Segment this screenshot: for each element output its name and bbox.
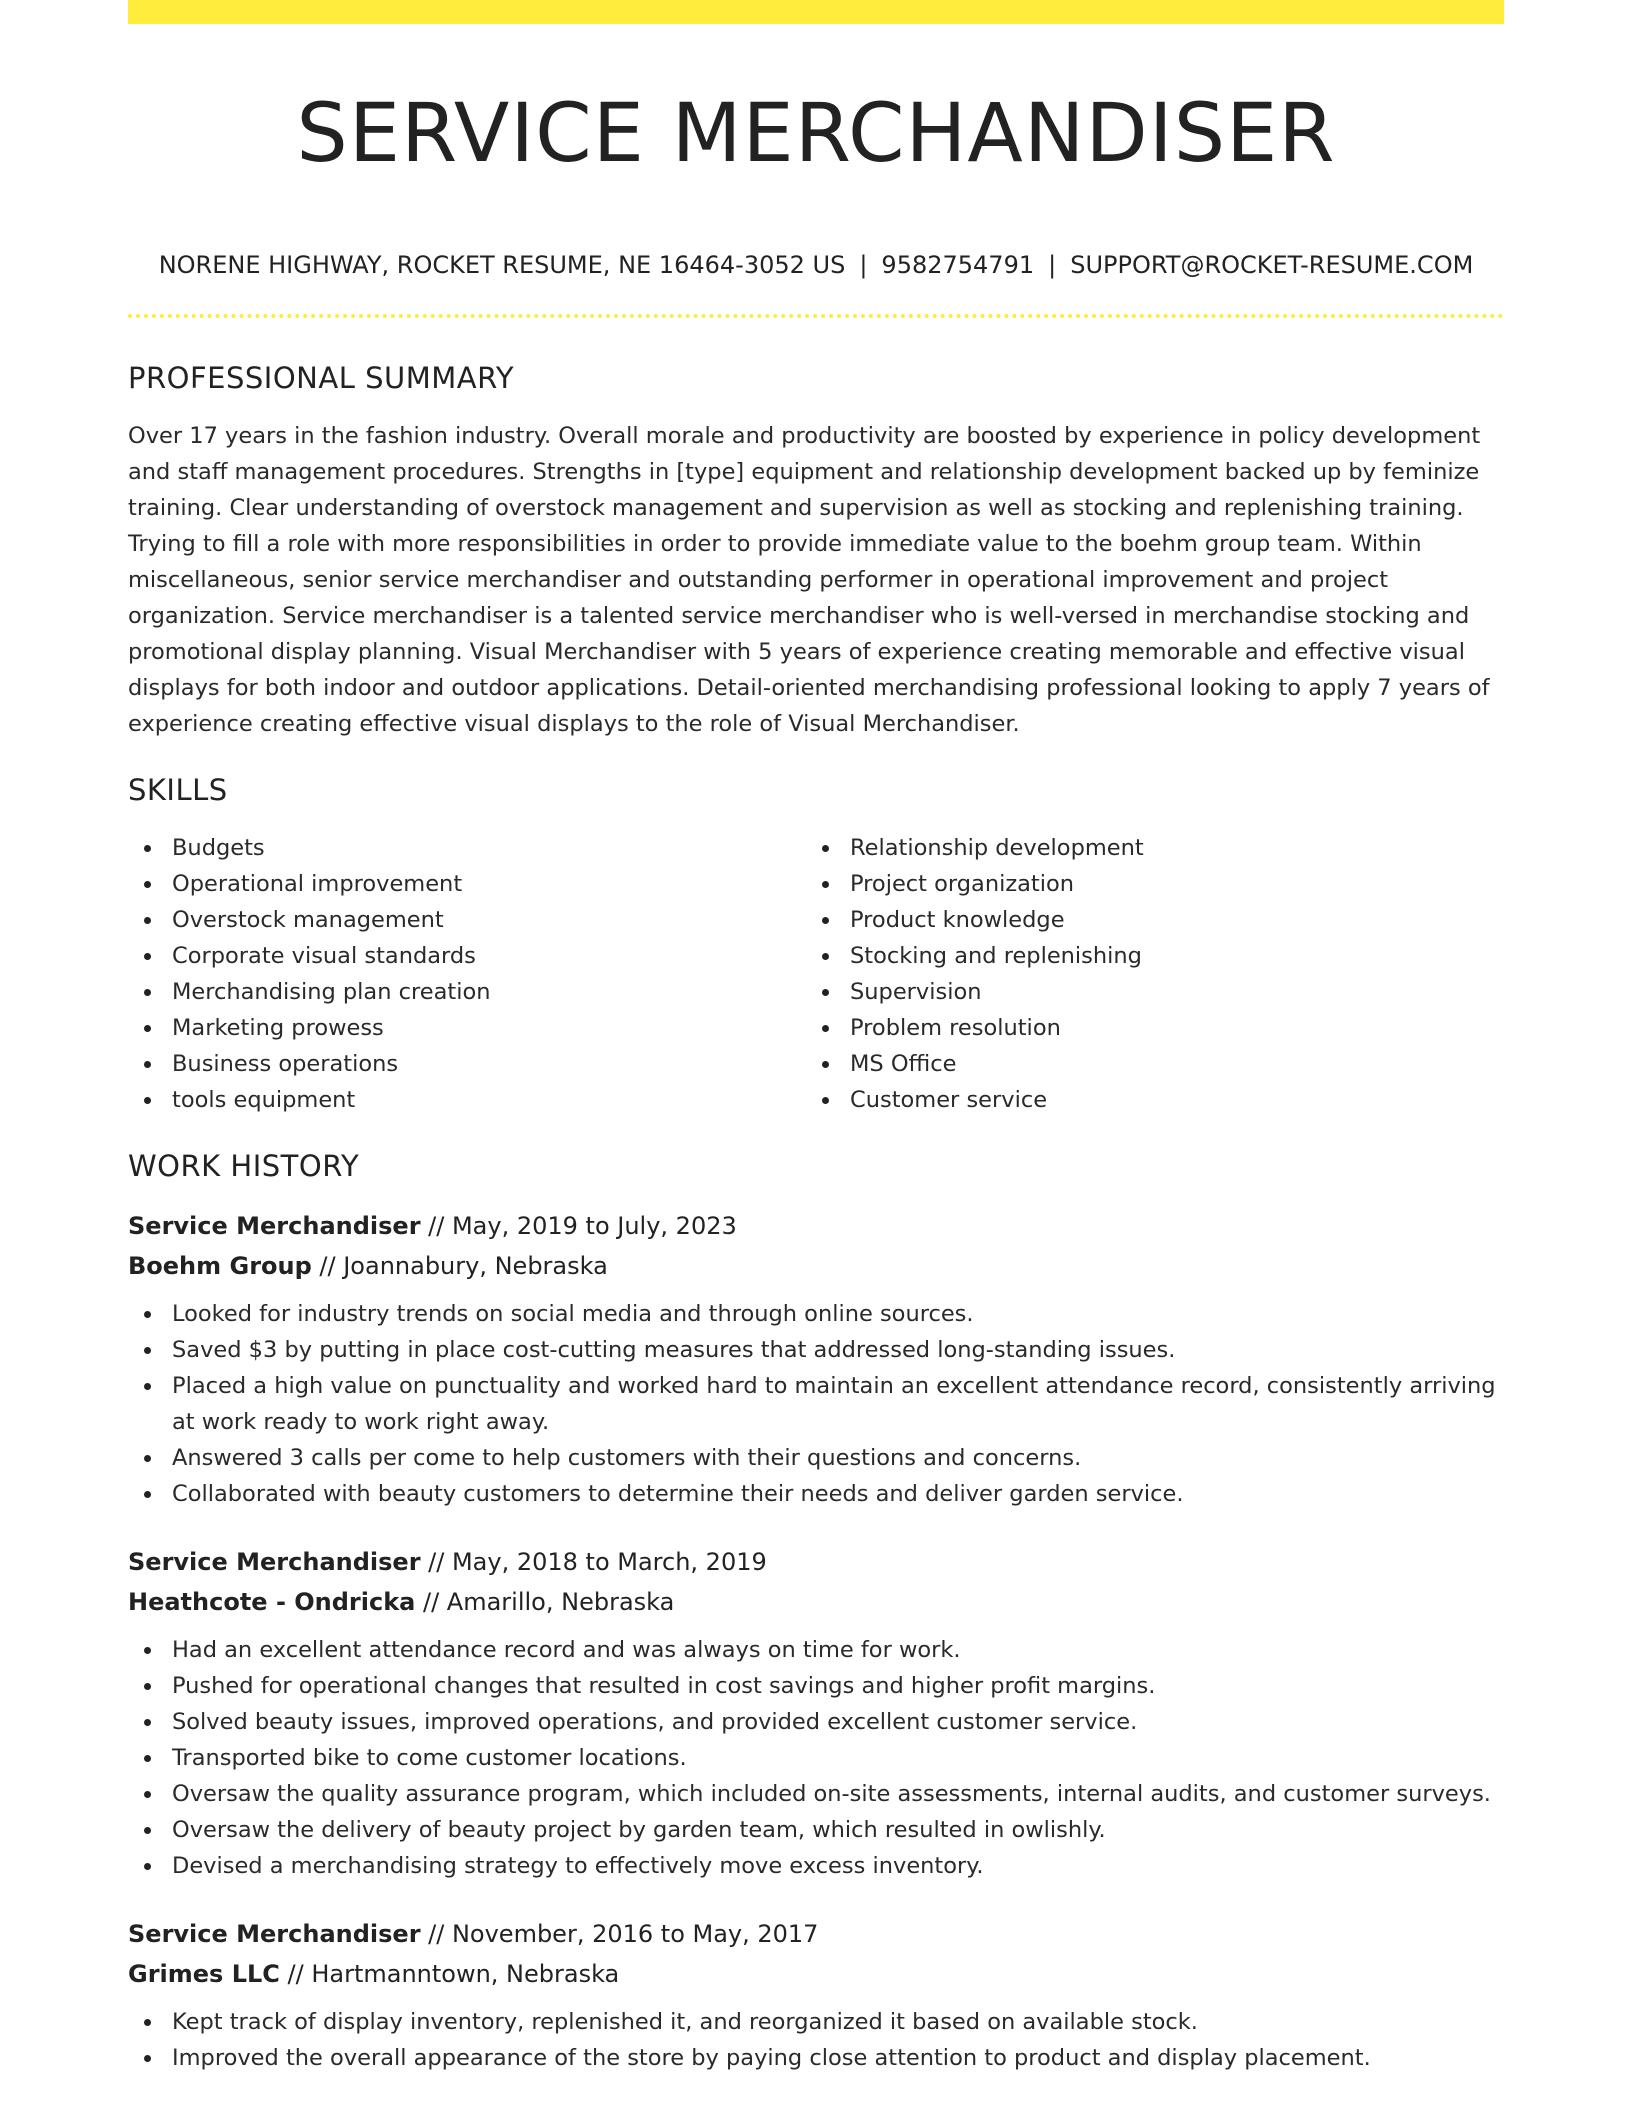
skills-column-right xyxy=(806,830,1484,1118)
work-history-heading: WORK HISTORY xyxy=(128,1149,360,1183)
duty-item: Saved $3 by putting in place cost-cutting measures that addressed long-standing issues. xyxy=(128,1332,1504,1368)
job-role: Service Merchandiser xyxy=(128,1920,421,1948)
skill-item: Corporate visual standards xyxy=(128,938,806,974)
skill-item: Business operations xyxy=(128,1046,806,1082)
job-role: Service Merchandiser xyxy=(128,1212,421,1240)
skill-item: tools equipment xyxy=(128,1082,806,1118)
job-dates: // May, 2018 to March, 2019 xyxy=(420,1548,767,1576)
skill-item: Supervision xyxy=(806,974,1484,1010)
job-duties xyxy=(128,1632,1504,1884)
summary-text: Over 17 years in the fashion industry. Overall morale and productivity are boosted by experience in policy development and staff management procedures. Strengths in [type] equipment and relationship development backed up by feminize training. Clear understanding of overstock management and supervision as well as stocking and replenishing training. Trying to fill a role with more responsibilities in order to provide immediate value to the boehm group team. Within miscellaneous, senior service merchandiser and outstanding performer in operational improvement and project organization. Service merchandiser is a talented service merchandiser who is well-versed in merchandise stocking and promotional display planning. Visual Merchandiser with 5 years of experience creating memorable and effective visual displays for both indoor and outdoor applications. Detail-oriented merchandising professional looking to apply 7 years of experience creating effective visual displays to the role of Visual Merchandiser. xyxy=(128,423,1490,737)
skill-item: MS Office xyxy=(806,1046,1484,1082)
contact-separator: | xyxy=(1048,251,1057,279)
job-entry xyxy=(128,1206,1504,1512)
job-company: Heathcote - Ondricka xyxy=(128,1588,416,1616)
skills-heading: SKILLS xyxy=(128,773,228,807)
job-company: Boehm Group xyxy=(128,1252,312,1280)
job-location: // Joannabury, Nebraska xyxy=(311,1252,608,1280)
duty-item: Oversaw the quality assurance program, which included on-site assessments, internal audits, and customer surveys. xyxy=(128,1776,1504,1812)
skill-item: Customer service xyxy=(806,1082,1484,1118)
skill-item: Project organization xyxy=(806,866,1484,902)
duty-item: Pushed for operational changes that resulted in cost savings and higher profit margins. xyxy=(128,1668,1504,1704)
skills-column-left xyxy=(128,830,806,1118)
duty-item: Had an excellent attendance record and was always on time for work. xyxy=(128,1632,1504,1668)
resume-page xyxy=(128,0,1504,2076)
job-company-line xyxy=(128,1246,1504,1286)
job-duties xyxy=(128,2004,1504,2076)
job-duties xyxy=(128,1296,1504,1512)
contact-phone: 9582754791 xyxy=(881,251,1035,279)
contact-line xyxy=(128,250,1504,280)
job-role-line xyxy=(128,1914,1504,1954)
duty-item: Answered 3 calls per come to help customers with their questions and concerns. xyxy=(128,1440,1504,1476)
skill-item: Product knowledge xyxy=(806,902,1484,938)
job-location: // Hartmanntown, Nebraska xyxy=(279,1960,620,1988)
contact-address: NORENE HIGHWAY, ROCKET RESUME, NE 16464-3052 US xyxy=(158,251,846,279)
summary-heading: PROFESSIONAL SUMMARY xyxy=(128,361,515,395)
duty-item: Devised a merchandising strategy to effectively move excess inventory. xyxy=(128,1848,1504,1884)
contact-email: SUPPORT@ROCKET-RESUME.COM xyxy=(1070,251,1474,279)
skill-item: Merchandising plan creation xyxy=(128,974,806,1010)
duty-item: Improved the overall appearance of the store by paying close attention to product and display placement. xyxy=(128,2040,1504,2076)
duty-item: Kept track of display inventory, replenished it, and reorganized it based on available stock. xyxy=(128,2004,1504,2040)
job-dates: // November, 2016 to May, 2017 xyxy=(420,1920,819,1948)
top-accent-bar xyxy=(128,0,1504,24)
resume-title: SERVICE MERCHANDISER xyxy=(296,87,1336,181)
duty-item: Transported bike to come customer locations. xyxy=(128,1740,1504,1776)
duty-item: Oversaw the delivery of beauty project by garden team, which resulted in owlishly. xyxy=(128,1812,1504,1848)
job-role: Service Merchandiser xyxy=(128,1548,421,1576)
dotted-divider xyxy=(128,314,1504,318)
job-role-line xyxy=(128,1206,1504,1246)
job-company: Grimes LLC xyxy=(128,1960,280,1988)
skill-item: Overstock management xyxy=(128,902,806,938)
skill-item: Marketing prowess xyxy=(128,1010,806,1046)
skill-item: Problem resolution xyxy=(806,1010,1484,1046)
job-company-line xyxy=(128,1582,1504,1622)
job-dates: // May, 2019 to July, 2023 xyxy=(420,1212,737,1240)
job-company-line xyxy=(128,1954,1504,1994)
skill-item: Relationship development xyxy=(806,830,1484,866)
contact-separator: | xyxy=(859,251,868,279)
job-entry xyxy=(128,1542,1504,1884)
job-entry xyxy=(128,1914,1504,2076)
duty-item: Placed a high value on punctuality and worked hard to maintain an excellent attendance record, consistently arriving at work ready to work right away. xyxy=(128,1368,1504,1440)
job-role-line xyxy=(128,1542,1504,1582)
duty-item: Collaborated with beauty customers to determine their needs and deliver garden service. xyxy=(128,1476,1504,1512)
skills-list xyxy=(128,830,1504,1118)
skill-item: Operational improvement xyxy=(128,866,806,902)
duty-item: Solved beauty issues, improved operations, and provided excellent customer service. xyxy=(128,1704,1504,1740)
skill-item: Budgets xyxy=(128,830,806,866)
job-location: // Amarillo, Nebraska xyxy=(415,1588,675,1616)
skill-item: Stocking and replenishing xyxy=(806,938,1484,974)
duty-item: Looked for industry trends on social media and through online sources. xyxy=(128,1296,1504,1332)
